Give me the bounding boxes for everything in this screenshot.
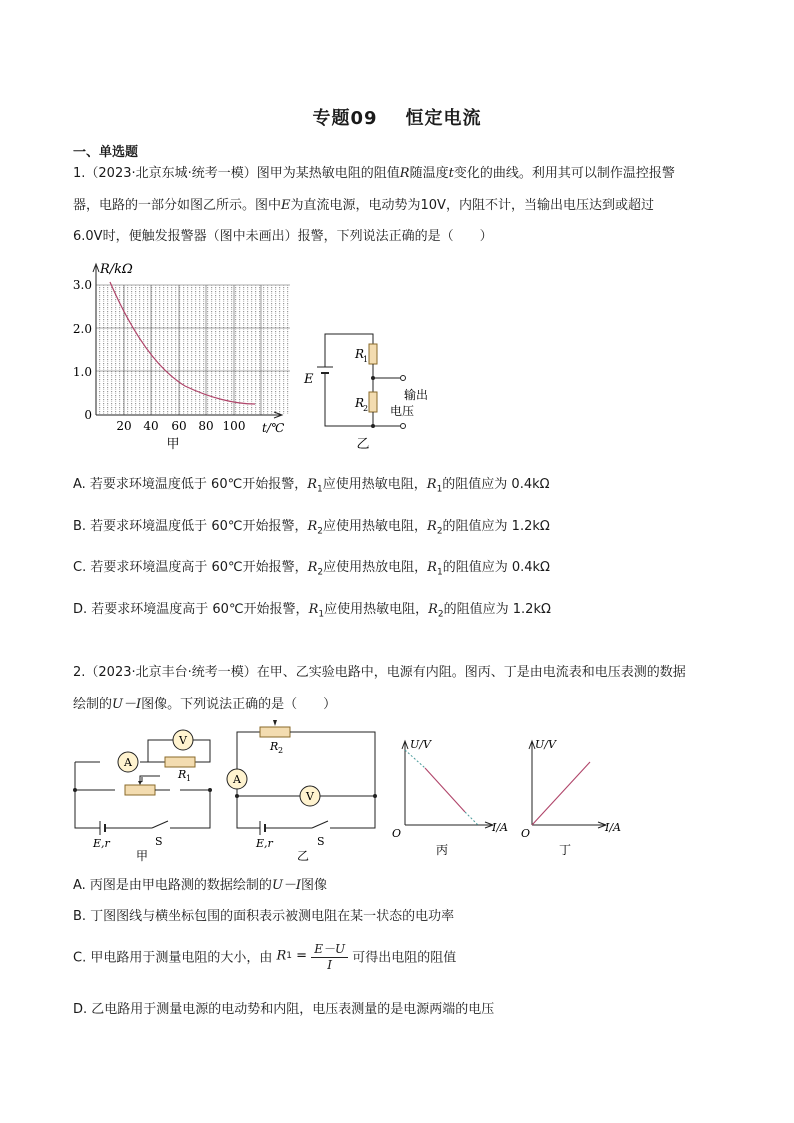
- q2-line2: 绘制的U－I图像。下列说法正确的是（ ）: [73, 697, 337, 712]
- ytick-3: 3.0: [72, 278, 92, 292]
- circuit-output-2: 电压: [390, 404, 415, 418]
- circuit-R1-sub: 1: [363, 355, 369, 364]
- label-R1: R: [178, 768, 187, 781]
- ding-ylabel: U/V: [535, 738, 556, 751]
- voltmeter-V-jia: V: [179, 734, 187, 747]
- graph-xlabel: t/℃: [262, 421, 285, 435]
- resistor-R1: [165, 757, 195, 767]
- label-R2-sub: 2: [278, 746, 284, 755]
- ammeter-A-jia: A: [124, 756, 132, 769]
- rheostat-yi: [260, 727, 290, 737]
- ding-xlabel: I/A: [605, 821, 621, 834]
- figure-caption-yi: 乙: [356, 437, 370, 452]
- xtick-20: 20: [116, 419, 132, 433]
- circuit-yi: [237, 732, 375, 835]
- label-Er-yi: E,r: [256, 837, 273, 850]
- circuit-output-1: 输出: [404, 388, 429, 402]
- caption-yi-2: 乙: [296, 849, 310, 863]
- page-title: [0, 104, 794, 130]
- title-sub: 恒定电流: [405, 108, 482, 129]
- bing-origin: O: [392, 827, 402, 840]
- bing-ylabel: U/V: [410, 738, 431, 751]
- ding-line: [532, 762, 590, 825]
- circuit-R2-sub: 2: [363, 404, 369, 413]
- circuit-R1: R: [355, 347, 365, 361]
- graph-ylabel: R/kΩ: [100, 262, 133, 277]
- xtick-40: 40: [143, 419, 159, 433]
- figure-caption-jia: 甲: [166, 437, 180, 452]
- xtick-60: 60: [171, 419, 187, 433]
- q1-option-b[interactable]: B. 若要求环境温度低于 60℃开始报警，$R_2$应使用热敏电阻，$R_2$的阻值应为 1.2kΩ: [73, 519, 550, 537]
- ytick-2: 2.0: [72, 322, 92, 336]
- voltmeter-V-yi: V: [306, 790, 314, 803]
- rheostat-jia: [125, 785, 155, 795]
- ytick-0: 0: [84, 408, 92, 422]
- q2-option-b[interactable]: B. 丁图图线与横坐标包围的面积表示被测电阻在某一状态的电功率: [73, 909, 455, 924]
- q1-figure-circuit: [300, 320, 460, 460]
- circuit-R2: R: [355, 396, 365, 410]
- ding-origin: O: [521, 827, 531, 840]
- caption-bing: 丙: [435, 843, 449, 857]
- label-R1-sub: 1: [186, 774, 192, 783]
- label-Er-jia: E,r: [93, 837, 110, 850]
- ytick-1: 1.0: [72, 365, 92, 379]
- q1-option-a[interactable]: A. 若要求环境温度低于 60℃开始报警，$R_1$应使用热敏电阻，$R_1$的阻值应为 0.4kΩ: [73, 477, 550, 495]
- q2-option-d[interactable]: D. 乙电路用于测量电源的电动势和内阻，电压表测量的是电源两端的电压: [73, 1002, 495, 1017]
- label-S-jia: S: [155, 835, 163, 848]
- caption-jia-2: 甲: [135, 849, 149, 863]
- fraction: $\frac{E-U}{I}$: [311, 940, 348, 972]
- section-heading: 一、单选题: [73, 145, 139, 160]
- q2-option-c[interactable]: C. 甲电路用于测量电阻的大小，由 R1 = $\frac{E-U}{I}$ 可得出电阻的阻值: [73, 942, 457, 972]
- xtick-80: 80: [198, 419, 214, 433]
- bing-line: [425, 768, 465, 812]
- q1-option-d[interactable]: D. 若要求环境温度高于 60℃开始报警，$R_1$应使用热敏电阻，$R_2$的阻值应为 1.2kΩ: [73, 602, 551, 620]
- xtick-100: 100: [222, 419, 246, 433]
- label-R2: R: [270, 740, 279, 753]
- circuit-E: E: [304, 372, 314, 387]
- ammeter-A-yi: A: [233, 773, 241, 786]
- q2-line1: 2.（2023·北京丰台·统考一模）在甲、乙实验电路中，电源有内阻。图丙、丁是由电流表和电压表测的数据: [73, 665, 686, 680]
- bing-xlabel: I/A: [492, 821, 508, 834]
- q2-option-a[interactable]: A. 丙图是由甲电路测的数据绘制的U－I图像: [73, 878, 328, 893]
- q1-line3: 6.0V时，便触发报警器（图中未画出）报警，下列说法正确的是（ ）: [73, 229, 493, 244]
- title-main: 专题09: [312, 108, 378, 129]
- q1-option-c[interactable]: C. 若要求环境温度高于 60℃开始报警，$R_2$应使用热放电阻，$R_1$的阻值应为 0.4kΩ: [73, 560, 550, 578]
- q1-figure-graph: [70, 258, 290, 458]
- q2-figures: [60, 720, 640, 865]
- q1-line1: 1.（2023·北京东城·统考一模）图甲为某热敏电阻的阻值R随温度t变化的曲线。利用其可以制作温控报警: [73, 166, 675, 181]
- q1-line2: 器，电路的一部分如图乙所示。图中E为直流电源，电动势为10V，内阻不计，当输出电压达到或超过: [73, 198, 654, 213]
- caption-ding: 丁: [558, 843, 572, 857]
- label-S-yi: S: [317, 835, 325, 848]
